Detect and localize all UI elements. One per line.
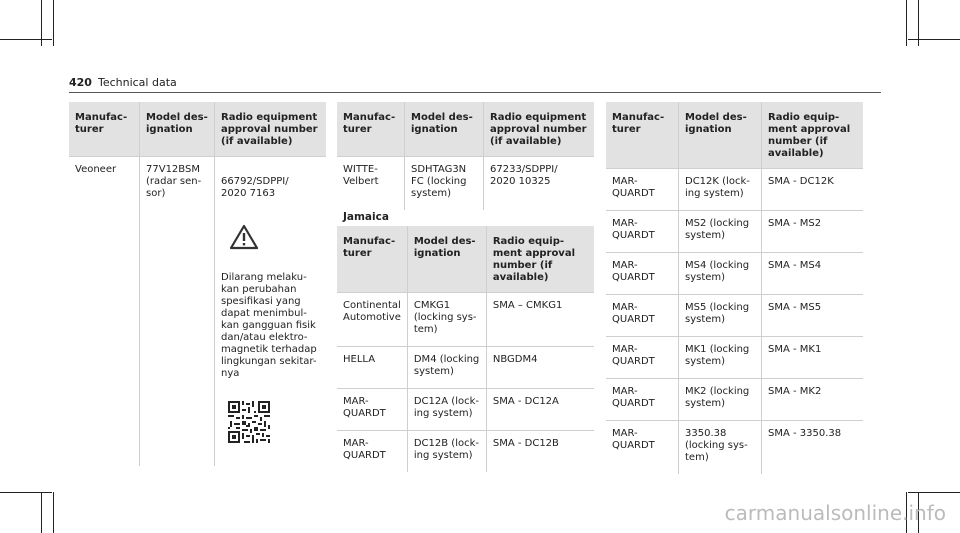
cell-manufacturer: Veoneer <box>69 157 140 467</box>
col-manufacturer: Manufac- turer <box>606 102 679 169</box>
cell-model: DM4 (locking system) <box>407 347 486 389</box>
approval-table-1 <box>69 102 326 466</box>
cell-manufacturer: MAR- QUARDT <box>606 211 679 253</box>
table-row <box>606 253 863 295</box>
table-row <box>69 157 326 467</box>
cell-manufacturer: MAR- QUARDT <box>606 421 679 475</box>
cell-approval: SMA - MK2 <box>762 379 864 421</box>
cell-approval: SMA - DC12K <box>762 169 864 211</box>
cell-manufacturer: MAR- QUARDT <box>606 253 679 295</box>
cell-approval: NBGDM4 <box>486 347 594 389</box>
cell-approval: SMA - MS2 <box>762 211 864 253</box>
table-row <box>337 157 594 211</box>
col-approval: Radio equip- ment approval number (if available) <box>486 226 594 293</box>
cell-model: DC12K (lock- ing system) <box>679 169 762 211</box>
section-title-jamaica: Jamaica <box>343 211 389 223</box>
cell-manufacturer: MAR- QUARDT <box>606 169 679 211</box>
crop-mark <box>41 492 42 533</box>
table-row <box>606 211 863 253</box>
col-approval: Radio equipment approval number (if available) <box>215 102 327 157</box>
table-row <box>337 389 594 431</box>
table-header-row <box>69 102 326 157</box>
cell-model: 3350.38 (locking sys- tem) <box>679 421 762 475</box>
cell-model: MK1 (locking system) <box>679 337 762 379</box>
watermark: carmanualsonline.info <box>724 501 946 525</box>
cell-approval <box>215 157 327 467</box>
cell-manufacturer: MAR- QUARDT <box>606 295 679 337</box>
cell-model: CMKG1 (locking sys- tem) <box>407 293 486 347</box>
table-row <box>337 293 594 347</box>
cell-manufacturer: Continental Automotive <box>337 293 407 347</box>
cell-model: SDHTAG3N FC (locking system) <box>405 157 484 211</box>
col-manufacturer: Manufac- turer <box>337 102 405 157</box>
crop-mark <box>0 39 52 40</box>
table-header-row <box>606 102 863 169</box>
cell-approval: SMA - DC12B <box>486 431 594 473</box>
header-rule <box>69 92 881 93</box>
warning-triangle-icon <box>229 224 259 250</box>
cell-model: MS4 (locking system) <box>679 253 762 295</box>
cell-manufacturer: WITTE- Velbert <box>337 157 405 211</box>
table-row <box>606 169 863 211</box>
cell-model: MK2 (locking system) <box>679 379 762 421</box>
approval-table-2 <box>337 102 594 210</box>
table-row <box>606 421 863 475</box>
approval-number: 66792/SDPPI/ 2020 7163 <box>221 176 289 199</box>
cell-model: MS2 (locking system) <box>679 211 762 253</box>
cell-manufacturer: HELLA <box>337 347 407 389</box>
cell-model: MS5 (locking system) <box>679 295 762 337</box>
col-manufacturer: Manufac- turer <box>337 226 407 293</box>
crop-mark <box>0 492 52 493</box>
cell-approval: SMA – CMKG1 <box>486 293 594 347</box>
page-title: Technical data <box>97 76 177 89</box>
cell-manufacturer: MAR- QUARDT <box>337 389 407 431</box>
approval-table-4 <box>606 102 863 474</box>
cell-approval: SMA - MS5 <box>762 295 864 337</box>
warning-text: Dilarang melaku- kan perubahan spesifikasi yang dapat menimbul- kan gangguan fisik dan/atau elektro- magnetik terhadap lingkungan sekitar- nya <box>221 272 317 379</box>
cell-approval: 67233/SDPPI/ 2020 10325 <box>484 157 595 211</box>
col-model: Model des- ignation <box>405 102 484 157</box>
col-model: Model des- ignation <box>679 102 762 169</box>
cell-approval: SMA - DC12A <box>486 389 594 431</box>
table-row <box>606 379 863 421</box>
crop-mark <box>908 492 960 493</box>
table-row <box>337 347 594 389</box>
cell-manufacturer: MAR- QUARDT <box>337 431 407 473</box>
cell-approval: SMA - 3350.38 <box>762 421 864 475</box>
col-manufacturer: Manufac- turer <box>69 102 140 157</box>
cell-approval: SMA - MK1 <box>762 337 864 379</box>
table-header-row <box>337 226 594 293</box>
cell-model: DC12B (lock- ing system) <box>407 431 486 473</box>
cell-model: DC12A (lock- ing system) <box>407 389 486 431</box>
jamaica-table <box>337 226 594 472</box>
table-row <box>606 295 863 337</box>
crop-mark <box>908 39 960 40</box>
crop-mark <box>53 492 54 533</box>
crop-mark <box>906 0 907 46</box>
cell-manufacturer: MAR- QUARDT <box>606 337 679 379</box>
table-row <box>337 431 594 473</box>
cell-model: 77V12BSM (radar sen- sor) <box>140 157 215 467</box>
table-header-row <box>337 102 594 157</box>
col-approval: Radio equipment approval number (if available) <box>484 102 595 157</box>
col-model: Model des- ignation <box>140 102 215 157</box>
col-approval: Radio equip- ment approval number (if available) <box>762 102 864 169</box>
crop-mark <box>53 0 54 46</box>
col-model: Model des- ignation <box>407 226 486 293</box>
qr-code-icon <box>227 400 271 444</box>
cell-manufacturer: MAR- QUARDT <box>606 379 679 421</box>
page-header <box>69 76 177 89</box>
cell-approval: SMA - MS4 <box>762 253 864 295</box>
table-row <box>606 337 863 379</box>
page-number: 420 <box>69 76 92 89</box>
